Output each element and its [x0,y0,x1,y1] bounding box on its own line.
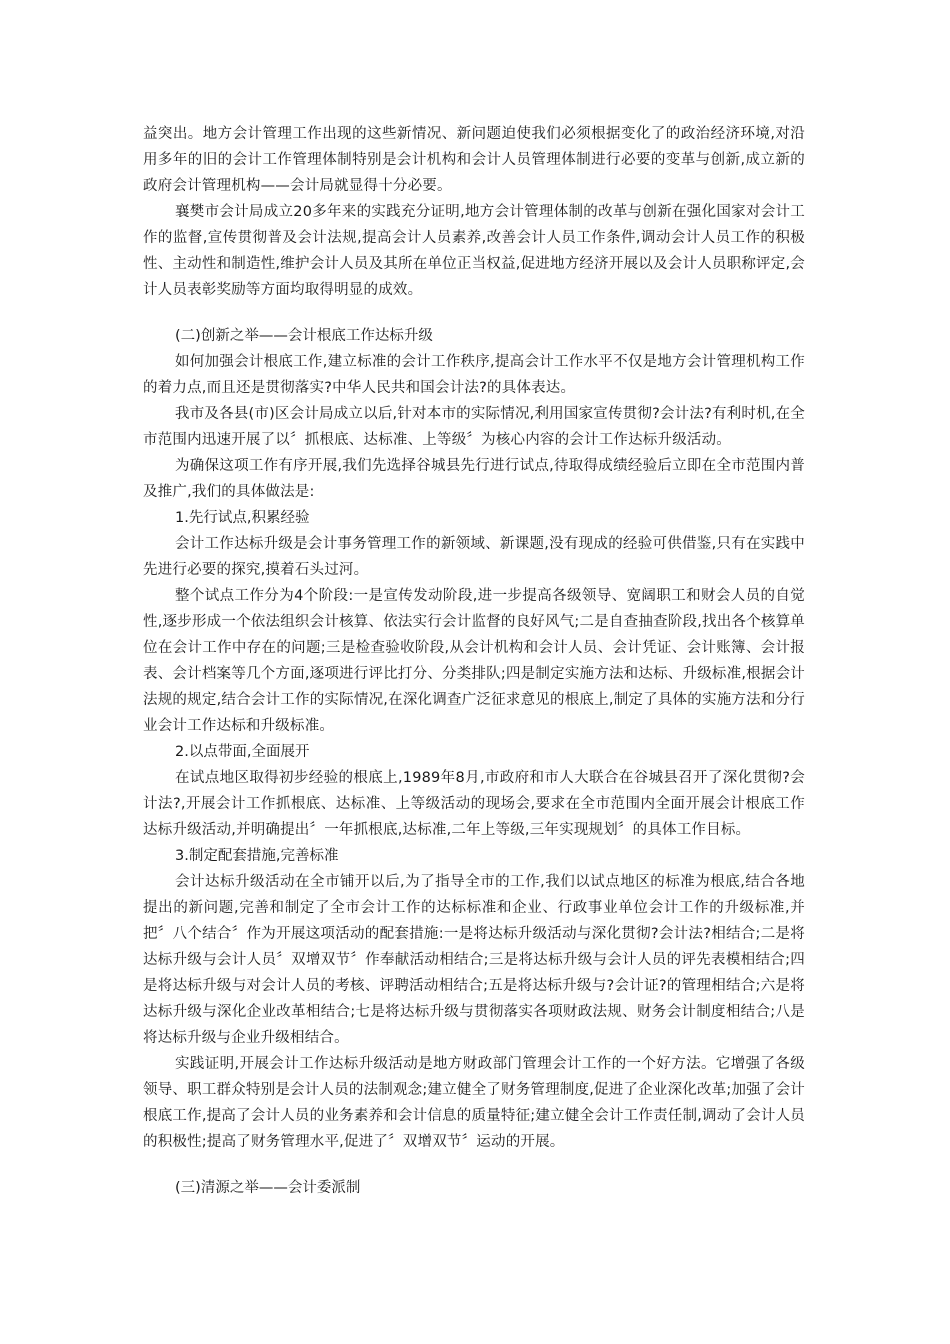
subheading-1: 1.先行试点,积累经验 [175,510,310,526]
paragraph-s2-3: 为确保这项工作有序开展,我们先选择谷城县先行进行试点,待取得成绩经验后立即在全市范围内普及推广,我们的具体做法是: [143,458,805,500]
subheading-3: 3.制定配套措施,完善标准 [175,848,339,864]
document-page [143,121,805,1201]
section-heading-2: (二)创新之举——会计根底工作达标升级 [175,328,433,344]
section-heading-3: (三)清源之举——会计委派制 [175,1180,361,1196]
paragraph-sub3-2: 实践证明,开展会计工作达标升级活动是地方财政部门管理会计工作的一个好方法。它增强了各级领导、职工群众特别是会计人员的法制观念;建立健全了财务管理制度,促进了企业深化改革;加强了会计根底工作,提高了会计人员的业务素养和会计信息的质量特征;建立健全会计工作责任制,调动了会计人员的积极性;提高了财务管理水平,促进了〞双增双节〞运动的开展。 [143,1056,805,1150]
paragraph-s2-2: 我市及各县(市)区会计局成立以后,针对本市的实际情况,利用国家宣传贯彻?会计法?有利时机,在全市范围内迅速开展了以〞抓根底、达标准、上等级〞为核心内容的会计工作达标升级活动。 [143,406,805,448]
paragraph-sub2-1: 在试点地区取得初步经验的根底上,1989年8月,市政府和市人大联合在谷城县召开了深化贯彻?会计法?,开展会计工作抓根底、达标准、上等级活动的现场会,要求在全市范围内全面开展会计根底工作达标升级活动,并明确提出〞一年抓根底,达标准,二年上等级,三年实现规划〞的具体工作目标。 [143,770,805,838]
paragraph-s2-1: 如何加强会计根底工作,建立标准的会计工作秩序,提高会计工作水平不仅是地方会计管理机构工作的着力点,而且还是贯彻落实?中华人民共和国会计法?的具体表达。 [143,354,805,396]
paragraph-intro-results: 襄樊市会计局成立20多年来的实践充分证明,地方会计管理体制的改革与创新在强化国家对会计工作的监督,宣传贯彻普及会计法规,提高会计人员素养,改善会计人员工作条件,调动会计人员工作的积极性、主动性和制造性,维护会计人员及其所在单位正当权益,促进地方经济开展以及会计人员职称评定,会计人员表彰奖励等方面均取得明显的成效。 [143,204,805,298]
paragraph-intro-continued: 益突出。地方会计管理工作出现的这些新情况、新问题迫使我们必须根据变化了的政治经济环境,对沿用多年的旧的会计工作管理体制特别是会计机构和会计人员管理体制进行必要的变革与创新,成立新的政府会计管理机构——会计局就显得十分必要。 [143,126,805,194]
paragraph-sub3-1: 会计达标升级活动在全市铺开以后,为了指导全市的工作,我们以试点地区的标准为根底,结合各地提出的新问题,完善和制定了全市会计工作的达标标准和企业、行政事业单位会计工作的升级标准,并把〞八个结合〞作为开展这项活动的配套措施:一是将达标升级活动与深化贯彻?会计法?相结合;二是将达标升级与会计人员〞双增双节〞作奉献活动相结合;三是将达标升级与会计人员的评先表模相结合;四是将达标升级与对会计人员的考核、评聘活动相结合;五是将达标升级与?会计证?的管理相结合;六是将达标升级与深化企业改革相结合;七是将达标升级与贯彻落实各项财政法规、财务会计制度相结合;八是将达标升级与企业升级相结合。 [143,874,805,1046]
subheading-2: 2.以点带面,全面展开 [175,744,310,760]
paragraph-sub1-2: 整个试点工作分为4个阶段:一是宣传发动阶段,进一步提高各级领导、宽阔职工和财会人员的自觉性,逐步形成一个依法组织会计核算、依法实行会计监督的良好风气;二是自查抽查阶段,找出各个核算单位在会计工作中存在的问题;三是检查验收阶段,从会计机构和会计人员、会计凭证、会计账簿、会计报表、会计档案等几个方面,逐项进行评比打分、分类排队;四是制定实施方法和达标、升级标准,根据会计法规的规定,结合会计工作的实际情况,在深化调查广泛征求意见的根底上,制定了具体的实施方法和分行业会计工作达标和升级标准。 [143,588,805,734]
paragraph-sub1-1: 会计工作达标升级是会计事务管理工作的新领域、新课题,没有现成的经验可供借鉴,只有在实践中先进行必要的探究,摸着石头过河。 [143,536,805,578]
section-spacer [143,1155,805,1175]
section-spacer [143,303,805,323]
